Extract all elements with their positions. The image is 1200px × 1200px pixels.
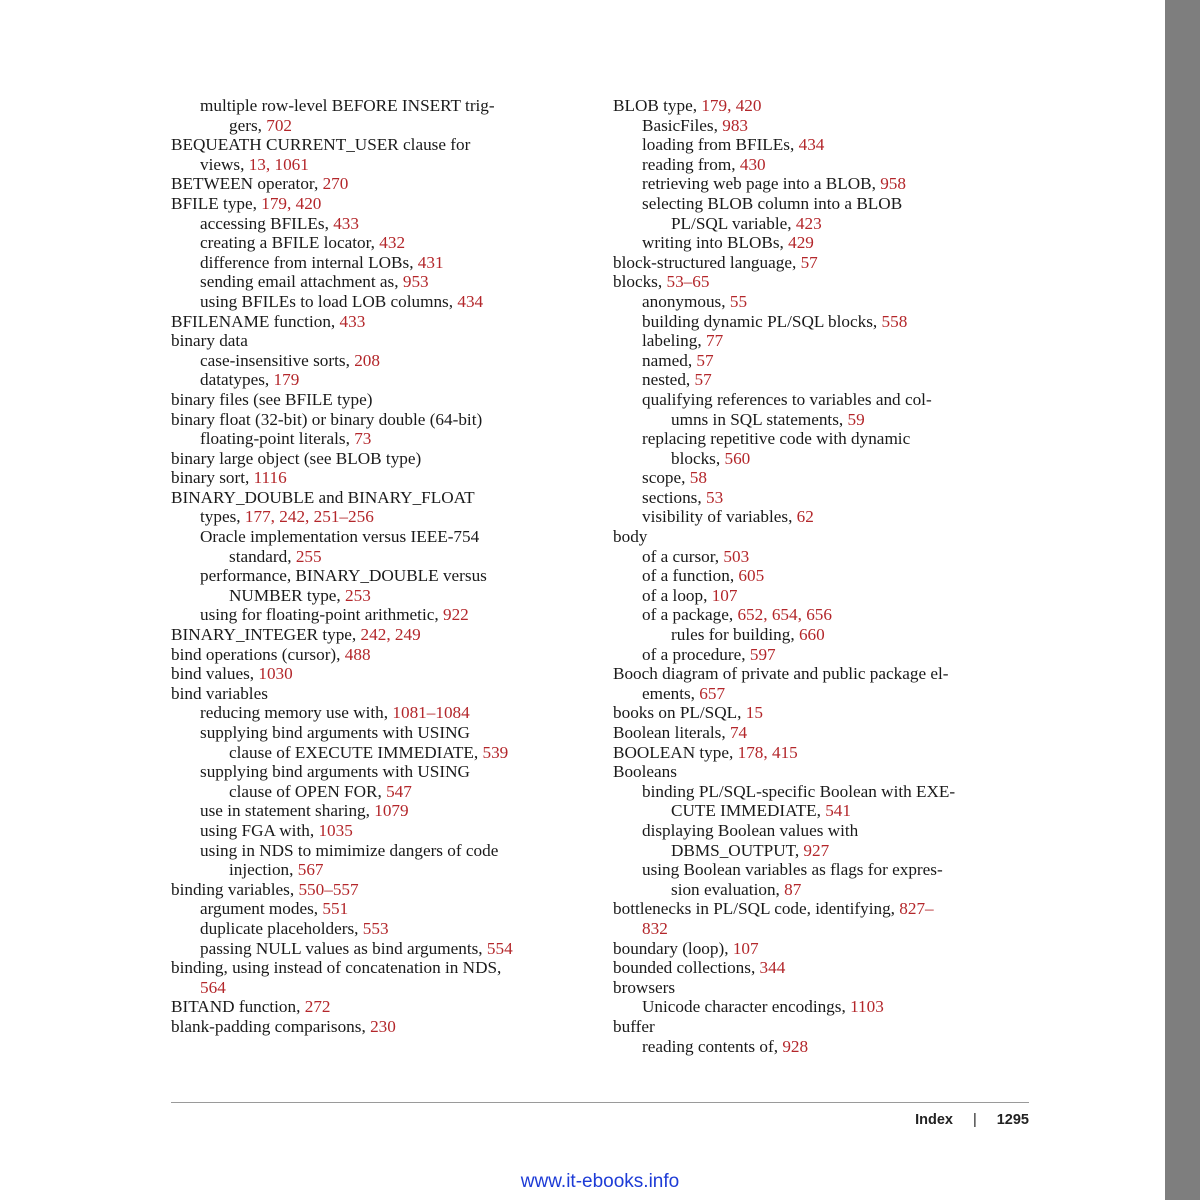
page-reference[interactable]: 430	[739, 154, 766, 174]
index-entry	[171, 997, 591, 1017]
index-entry	[171, 253, 591, 273]
index-entry	[613, 272, 1033, 292]
index-entry	[171, 801, 591, 821]
index-term: qualifying references to variables and col-	[642, 389, 932, 409]
index-term: passing NULL values as bind arguments,	[200, 938, 487, 958]
index-entry	[171, 586, 591, 606]
footer-separator: |	[972, 1112, 977, 1128]
index-term: of a package,	[642, 605, 738, 625]
page-reference[interactable]: 554	[486, 938, 513, 958]
index-term: argument modes,	[200, 899, 323, 919]
page-reference[interactable]: 702	[266, 115, 293, 135]
index-entry	[171, 214, 591, 234]
index-entry	[171, 743, 591, 763]
index-term: blocks,	[613, 272, 667, 292]
index-term: CUTE IMMEDIATE,	[671, 801, 826, 821]
index-term: BEQUEATH CURRENT_USER clause for	[171, 135, 471, 155]
index-entry	[171, 351, 591, 371]
index-term: Booleans	[613, 762, 677, 782]
index-entry	[613, 880, 1033, 900]
site-link[interactable]: www.it-ebooks.info	[520, 1171, 680, 1192]
page-reference[interactable]: 564	[200, 977, 226, 997]
index-entry	[171, 723, 591, 743]
index-term: named,	[642, 350, 697, 370]
page-reference[interactable]: 178, 415	[737, 742, 798, 762]
page-reference[interactable]: 55	[729, 291, 748, 311]
index-entry	[171, 547, 591, 567]
page-reference[interactable]: 605	[738, 566, 765, 586]
index-term: BasicFiles,	[642, 115, 723, 135]
index-term: BINARY_DOUBLE and BINARY_FLOAT	[171, 487, 475, 507]
index-entry	[613, 939, 1033, 959]
page-reference[interactable]: 242, 249	[360, 625, 421, 645]
index-term: nested,	[642, 370, 695, 390]
index-entry	[613, 919, 1033, 939]
page-reference[interactable]: 77	[705, 331, 724, 351]
footer-section: Index	[915, 1112, 953, 1128]
page-reference[interactable]: 255	[295, 546, 322, 566]
index-term: reading from,	[642, 154, 740, 174]
index-term: supplying bind arguments with USING	[200, 723, 470, 742]
index-entry	[613, 155, 1033, 175]
index-term: binary large object (see BLOB type)	[171, 448, 422, 468]
index-term: bottlenecks in PL/SQL code, identifying,	[613, 899, 900, 919]
index-term: writing into BLOBs,	[642, 233, 789, 253]
index-entry	[613, 762, 1033, 782]
index-term: replacing repetitive code with dynamic	[642, 429, 911, 449]
index-term: binding PL/SQL-specific Boolean with EXE-	[642, 781, 956, 801]
index-entry	[613, 370, 1033, 390]
index-entry	[613, 547, 1033, 567]
index-term: visibility of variables,	[642, 507, 797, 527]
index-entry	[171, 292, 591, 312]
footer-page-number: 1295	[996, 1112, 1029, 1128]
page-reference[interactable]: 660	[798, 625, 825, 645]
page-reference[interactable]: 1081–1084	[392, 703, 470, 723]
index-entry	[613, 116, 1033, 136]
index-entry	[171, 684, 591, 704]
index-entry	[613, 449, 1033, 469]
index-entry	[171, 429, 591, 449]
index-term: using in NDS to mimimize dangers of code	[200, 840, 499, 860]
page-reference[interactable]: 547	[386, 781, 412, 801]
page-reference[interactable]: 953	[402, 272, 429, 292]
page-reference[interactable]: 983	[722, 115, 748, 135]
index-entry	[613, 625, 1033, 645]
page-reference[interactable]: 15	[745, 703, 763, 723]
index-term: datatypes,	[200, 370, 274, 390]
index-entry	[613, 586, 1033, 606]
index-term: rules for building,	[671, 625, 799, 645]
page-reference[interactable]: 433	[333, 213, 359, 233]
index-entry	[613, 566, 1033, 586]
index-entry	[171, 194, 591, 214]
page-reference[interactable]: 1116	[253, 468, 287, 488]
index-term: block-structured language,	[613, 252, 801, 272]
index-term: PL/SQL variable,	[671, 213, 796, 233]
page-reference[interactable]: 1079	[374, 801, 409, 821]
index-term: anonymous,	[642, 291, 730, 311]
index-entry	[613, 605, 1033, 625]
page-reference[interactable]: 59	[847, 409, 865, 429]
page-reference[interactable]: 488	[344, 644, 371, 664]
page-reference[interactable]: 652, 654, 656	[737, 605, 832, 625]
page-reference[interactable]: 179, 420	[701, 96, 762, 115]
page-reference[interactable]: 551	[322, 899, 349, 919]
page-reference[interactable]: 179	[273, 370, 300, 390]
page-reference[interactable]: 62	[796, 507, 814, 527]
index-entry	[171, 625, 591, 645]
index-entry	[171, 449, 591, 469]
index-term: using for floating-point arithmetic,	[200, 605, 443, 625]
page-reference[interactable]: 53	[705, 487, 724, 507]
index-term: umns in SQL statements,	[671, 409, 848, 429]
index-entry	[171, 135, 591, 155]
index-entry	[613, 429, 1033, 449]
page-reference[interactable]: 270	[322, 174, 349, 194]
index-entry	[171, 860, 591, 880]
index-entry	[171, 762, 591, 782]
index-term: creating a BFILE locator,	[200, 233, 380, 253]
index-term: using Boolean variables as flags for expres-	[642, 860, 943, 880]
index-entry	[171, 841, 591, 861]
index-entry	[171, 782, 591, 802]
page-reference[interactable]: 1103	[850, 997, 884, 1017]
index-term: bind values,	[171, 664, 259, 684]
index-term: blank-padding comparisons,	[171, 1016, 371, 1036]
index-entry	[613, 233, 1033, 253]
index-entry	[613, 292, 1033, 312]
scrollbar[interactable]	[1165, 0, 1200, 1200]
index-term: using BFILEs to load LOB columns,	[200, 291, 458, 311]
index-entry	[613, 331, 1033, 351]
page-reference[interactable]: 553	[362, 918, 389, 938]
index-term: blocks,	[671, 448, 725, 468]
index-term: of a function,	[642, 566, 739, 586]
index-entry	[613, 214, 1033, 234]
index-term: Oracle implementation versus IEEE-754	[200, 527, 480, 547]
page-reference[interactable]: 107	[732, 938, 759, 958]
index-entry	[171, 919, 591, 939]
page-reference[interactable]: 423	[795, 213, 822, 233]
index-term: difference from internal LOBs,	[200, 252, 418, 272]
page-reference[interactable]: 344	[759, 958, 786, 978]
index-entry	[171, 527, 591, 547]
index-term: Booch diagram of private and public package el-	[613, 664, 949, 684]
page-reference[interactable]: 87	[784, 879, 802, 899]
index-term: BLOB type,	[613, 96, 702, 115]
index-entry	[613, 684, 1033, 704]
index-term: sections,	[642, 487, 706, 507]
index-entry	[171, 507, 591, 527]
page-reference[interactable]: 1035	[318, 820, 353, 840]
index-term: binary sort,	[171, 468, 254, 488]
index-entry	[171, 939, 591, 959]
index-entry	[613, 194, 1033, 214]
index-term: books on PL/SQL,	[613, 703, 746, 723]
index-term: multiple row-level BEFORE INSERT trig-	[200, 96, 495, 115]
index-entry	[171, 155, 591, 175]
page-reference[interactable]: 541	[825, 801, 851, 821]
index-term: duplicate placeholders,	[200, 918, 363, 938]
page-reference[interactable]: 434	[798, 135, 825, 155]
page-reference[interactable]: 230	[370, 1016, 396, 1036]
page-reference[interactable]: 73	[354, 429, 372, 449]
index-entry	[171, 116, 591, 136]
page-reference[interactable]: 928	[782, 1036, 809, 1056]
index-entry	[613, 390, 1033, 410]
index-term: performance, BINARY_DOUBLE versus	[200, 566, 487, 586]
index-term: binding, using instead of concatenation in NDS,	[171, 958, 502, 978]
index-entry	[171, 605, 591, 625]
index-entry	[171, 821, 591, 841]
index-entry	[613, 96, 1033, 116]
index-entry	[171, 233, 591, 253]
page-reference[interactable]: 272	[304, 997, 331, 1017]
index-term: use in statement sharing,	[200, 801, 375, 821]
page-reference[interactable]: 431	[417, 252, 444, 272]
page-reference[interactable]: 208	[354, 350, 380, 370]
footer-rule	[171, 1102, 1029, 1103]
page-reference[interactable]: 179, 420	[261, 193, 322, 213]
index-term: accessing BFILEs,	[200, 213, 334, 233]
index-entry	[171, 880, 591, 900]
index-term: binding variables,	[171, 879, 299, 899]
index-term: boundary (loop),	[613, 938, 733, 958]
index-column-right	[613, 96, 1033, 1056]
page-reference[interactable]: 958	[880, 174, 906, 194]
page-reference[interactable]: 567	[297, 860, 324, 880]
page-reference[interactable]: 657	[699, 683, 726, 703]
index-entry	[613, 978, 1033, 998]
page-reference[interactable]: 434	[457, 291, 484, 311]
index-entry	[613, 664, 1033, 684]
index-term: bounded collections,	[613, 958, 760, 978]
index-entry	[171, 488, 591, 508]
index-entry	[613, 1017, 1033, 1037]
index-term: ements,	[642, 683, 700, 703]
index-entry	[171, 312, 591, 332]
page-reference[interactable]: 832	[642, 918, 668, 938]
page-reference[interactable]: 57	[694, 370, 712, 390]
index-term: browsers	[613, 977, 676, 997]
page-reference[interactable]: 503	[723, 546, 750, 566]
page-reference[interactable]: 827–	[899, 899, 934, 919]
index-term: clause of EXECUTE IMMEDIATE,	[229, 742, 483, 762]
index-entry	[613, 351, 1033, 371]
index-term: case-insensitive sorts,	[200, 350, 355, 370]
index-term: body	[613, 527, 648, 547]
index-term: BFILE type,	[171, 193, 262, 213]
index-entry	[613, 723, 1033, 743]
page-reference[interactable]: 57	[800, 252, 818, 272]
index-entry	[613, 468, 1033, 488]
index-column-left	[171, 96, 591, 1037]
page-reference[interactable]: 74	[729, 723, 748, 742]
index-entry	[171, 664, 591, 684]
page-reference[interactable]: 13, 1061	[248, 154, 309, 174]
index-term: loading from BFILEs,	[642, 135, 799, 155]
page-reference[interactable]: 1030	[258, 664, 293, 684]
index-term: reading contents of,	[642, 1036, 783, 1056]
index-entry	[613, 860, 1033, 880]
index-term: views,	[200, 154, 249, 174]
index-term: types,	[200, 507, 245, 527]
index-entry	[613, 821, 1033, 841]
index-entry	[171, 331, 591, 351]
index-entry	[613, 997, 1033, 1017]
index-term: using FGA with,	[200, 820, 319, 840]
index-term: of a cursor,	[642, 546, 724, 566]
page-reference[interactable]: 433	[339, 311, 366, 331]
index-entry	[613, 135, 1033, 155]
index-term: sion evaluation,	[671, 879, 785, 899]
index-entry	[171, 899, 591, 919]
page-reference[interactable]: 922	[442, 605, 469, 625]
index-entry	[613, 841, 1033, 861]
page-reference[interactable]: 177, 242, 251–256	[244, 507, 374, 527]
index-term: NUMBER type,	[229, 585, 346, 605]
index-term: reducing memory use with,	[200, 703, 393, 723]
index-entry	[613, 507, 1033, 527]
index-term: DBMS_OUTPUT,	[671, 840, 804, 860]
index-term: scope,	[642, 468, 690, 488]
page-reference[interactable]: 429	[788, 233, 814, 253]
index-entry	[613, 174, 1033, 194]
index-term: bind operations (cursor),	[171, 644, 345, 664]
index-term: BINARY_INTEGER type,	[171, 625, 361, 645]
page-reference[interactable]: 432	[379, 233, 406, 253]
index-entry	[613, 488, 1033, 508]
index-term: labeling,	[642, 331, 706, 351]
page-reference[interactable]: 539	[482, 742, 509, 762]
index-term: Unicode character encodings,	[642, 997, 851, 1017]
index-entry	[171, 174, 591, 194]
page-reference[interactable]: 107	[711, 585, 738, 605]
index-entry	[613, 958, 1033, 978]
index-entry	[613, 743, 1033, 763]
index-term: floating-point literals,	[200, 429, 355, 449]
index-entry	[613, 782, 1033, 802]
index-entry	[171, 468, 591, 488]
page-reference[interactable]: 53–65	[666, 272, 710, 292]
index-entry	[171, 645, 591, 665]
index-entry	[613, 801, 1033, 821]
index-entry	[171, 370, 591, 390]
index-entry	[171, 703, 591, 723]
page-reference[interactable]: 58	[689, 468, 707, 488]
index-term: of a procedure,	[642, 644, 750, 664]
index-entry	[171, 96, 591, 116]
index-entry	[171, 272, 591, 292]
index-term: supplying bind arguments with USING	[200, 762, 470, 782]
index-entry	[613, 410, 1033, 430]
index-term: injection,	[229, 860, 298, 880]
index-entry	[171, 1017, 591, 1037]
index-term: BFILENAME function,	[171, 311, 340, 331]
index-entry	[613, 312, 1033, 332]
page-footer	[915, 1112, 1029, 1128]
index-term: BITAND function,	[171, 997, 305, 1017]
index-entry	[613, 253, 1033, 273]
index-term: building dynamic PL/SQL blocks,	[642, 311, 882, 331]
index-term: Boolean literals,	[613, 723, 730, 742]
page-reference[interactable]: 560	[724, 448, 751, 468]
index-term: sending email attachment as,	[200, 272, 403, 292]
index-term: binary data	[171, 331, 248, 351]
index-entry	[613, 899, 1033, 919]
index-term: buffer	[613, 1016, 655, 1036]
index-term: clause of OPEN FOR,	[229, 781, 387, 801]
page-reference[interactable]: 57	[696, 350, 714, 370]
index-term: binary float (32-bit) or binary double (64-bit)	[171, 409, 483, 429]
index-term: BETWEEN operator,	[171, 174, 323, 194]
index-term: BOOLEAN type,	[613, 742, 738, 762]
page-reference[interactable]: 558	[881, 311, 908, 331]
index-term: binary files (see BFILE type)	[171, 389, 373, 409]
index-entry	[171, 958, 591, 978]
index-term: of a loop,	[642, 585, 712, 605]
index-term: selecting BLOB column into a BLOB	[642, 193, 903, 213]
index-entry	[613, 645, 1033, 665]
index-entry	[171, 390, 591, 410]
index-entry	[613, 703, 1033, 723]
index-term: displaying Boolean values with	[642, 820, 859, 840]
index-entry	[613, 1037, 1033, 1057]
index-term: bind variables	[171, 683, 268, 703]
index-term: retrieving web page into a BLOB,	[642, 174, 881, 194]
page-reference[interactable]: 597	[749, 644, 776, 664]
index-entry	[171, 410, 591, 430]
index-term: standard,	[229, 546, 296, 566]
index-entry	[171, 566, 591, 586]
index-term: gers,	[229, 115, 267, 135]
page-reference[interactable]: 927	[803, 840, 830, 860]
page-reference[interactable]: 253	[345, 585, 371, 605]
index-entry	[613, 527, 1033, 547]
index-entry	[171, 978, 591, 998]
page-reference[interactable]: 550–557	[298, 879, 359, 899]
